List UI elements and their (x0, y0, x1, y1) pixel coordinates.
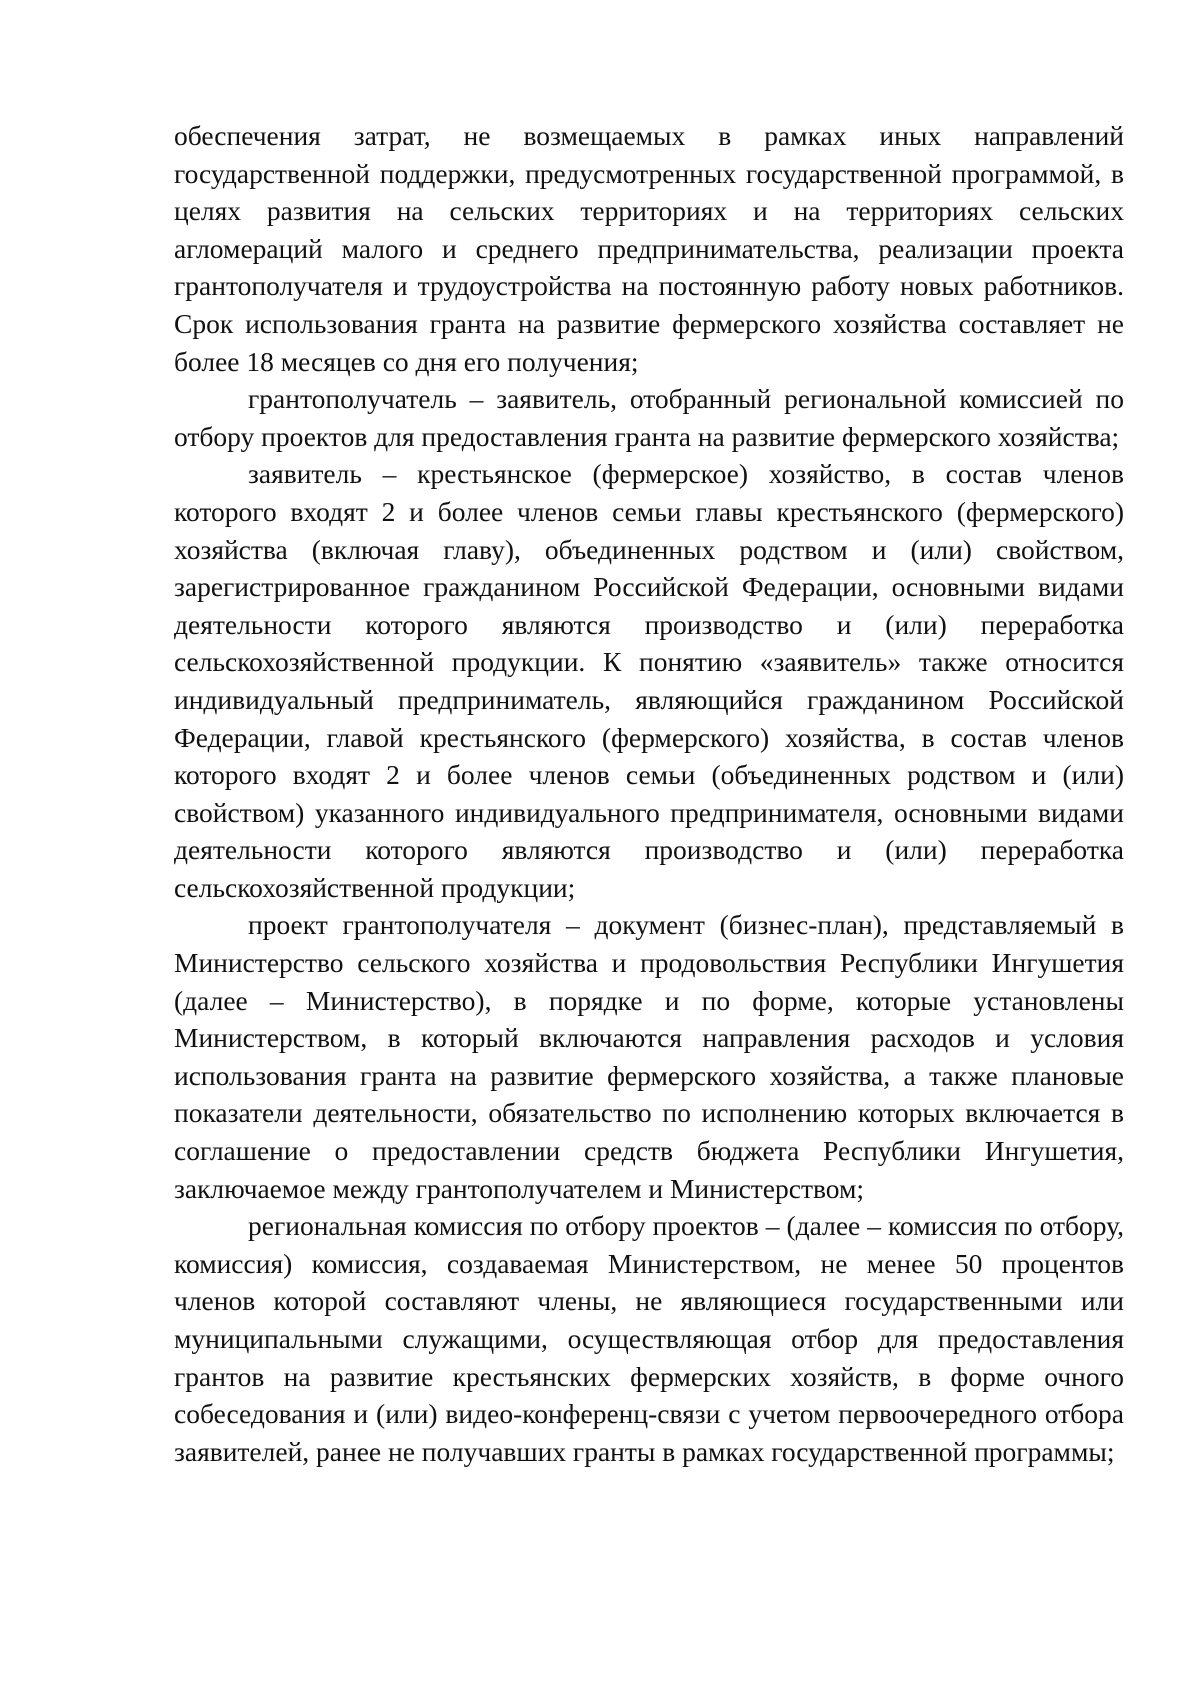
paragraph-commission-definition: региональная комиссия по отбору проектов – (далее – комиссия по отбору, комиссия) комиссия, создаваемая Министерством, не менее 50 процентов членов которой составляют члены, не являющиеся государственными или муниципальными служащими, осуществляющая отбор для предоставления грантов на развитие крестьянских фермерских хозяйств, в форме очного собеседования и (или) видео-конференц-связи с учетом первоочередного отбора заявителей, ранее не получавших гранты в рамках государственной программы; (174, 1210, 1124, 1467)
paragraph-continuation: обеспечения затрат, не возмещаемых в рамках иных направлений государственной поддержки, предусмотренных государственной программой, в целях развития на сельских территориях и на территориях сельских агломераций малого и среднего предпринимательства, реализации проекта грантополучателя и трудоустройства на постоянную работу новых работников. Срок использования гранта на развитие фермерского хозяйства составляет не более 18 месяцев со дня его получения; (174, 120, 1124, 377)
paragraph-grantee-definition: грантополучатель – заявитель, отобранный региональной комиссией по отбору проектов для предоставления гранта на развитие фермерского хозяйства; (174, 383, 1124, 452)
document-text (174, 117, 1124, 1470)
paragraph-applicant-definition: заявитель – крестьянское (фермерское) хозяйство, в состав членов которого входят 2 и более членов семьи главы крестьянского (фермерского) хозяйства (включая главу), объединенных родством и (или) свойством, зарегистрированное гражданином Российской Федерации, основными видами деятельности которого являются производство и (или) переработка сельскохозяйственной продукции. К понятию «заявитель» также относится индивидуальный предприниматель, являющийся гражданином Российской Федерации, главой крестьянского (фермерского) хозяйства, в состав членов которого входят 2 и более членов семьи (объединенных родством и (или) свойством) указанного индивидуального предпринимателя, основными видами деятельности которого являются производство и (или) переработка сельскохозяйственной продукции; (174, 458, 1124, 903)
paragraph-project-definition: проект грантополучателя – документ (бизнес-план), представляемый в Министерство сельского хозяйства и продовольствия Республики Ингушетия (далее – Министерство), в порядке и по форме, которые установлены Министерством, в который включаются направления расходов и условия использования гранта на развитие фермерского хозяйства, а также плановые показатели деятельности, обязательство по исполнению которых включается в соглашение о предоставлении средств бюджета Республики Ингушетия, заключаемое между грантополучателем и Министерством; (174, 909, 1124, 1204)
